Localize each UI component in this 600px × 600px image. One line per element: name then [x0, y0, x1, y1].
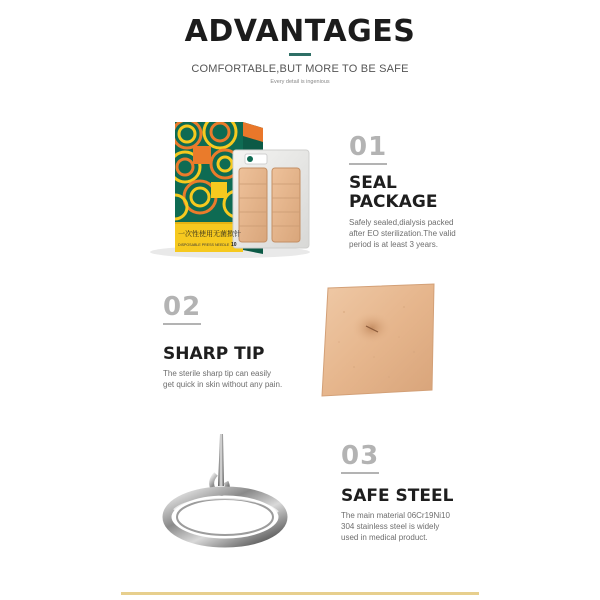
feature-2-title-line1: SHARP TIP [163, 344, 265, 364]
feature-3-desc-line3: used in medical product. [341, 533, 428, 542]
page-title: ADVANTAGES [184, 14, 416, 49]
bottom-divider [121, 592, 479, 595]
feature-2-desc-line1: The sterile sharp tip can easily [163, 369, 272, 378]
feature-1-number: 01 [349, 132, 387, 165]
feature-3-title-line1: SAFE STEEL [341, 486, 454, 506]
patch-closeup-image [314, 282, 438, 400]
page-subtitle: COMFORTABLE,BUT MORE TO BE SAFE [191, 63, 409, 75]
feature-3 [341, 441, 453, 543]
title-divider [289, 53, 311, 56]
feature-2-desc-line2: get quick in skin without any pain. [163, 380, 283, 389]
product-package-image [145, 112, 315, 262]
feature-1-desc-line2: after EO sterilization.The valid [349, 229, 456, 238]
box-sub-text: DISPOSABLE PRESS NEEDLE [178, 243, 230, 247]
feature-2-number: 02 [163, 292, 201, 325]
page-tagline: Every detail is ingenious [270, 79, 330, 85]
steel-ring-needle-image [160, 432, 290, 562]
box-label-text: 一次性使用无菌揿针 [178, 230, 241, 238]
feature-1-desc-line1: Safely sealed,dialysis packed [349, 218, 454, 227]
feature-1-desc-line3: period is at least 3 years. [349, 240, 438, 249]
feature-2 [163, 292, 282, 390]
feature-3-desc-line2: 304 stainless steel is widely [341, 522, 440, 531]
feature-3-number: 03 [341, 441, 379, 474]
feature-1-title-line2: PACKAGE [349, 192, 438, 212]
feature-1-title-line1: SEAL [349, 173, 397, 193]
feature-1 [349, 132, 456, 250]
box-count-text: 10 [231, 242, 237, 248]
feature-3-desc-line1: The main material 06Cr19Ni10 [341, 511, 450, 520]
